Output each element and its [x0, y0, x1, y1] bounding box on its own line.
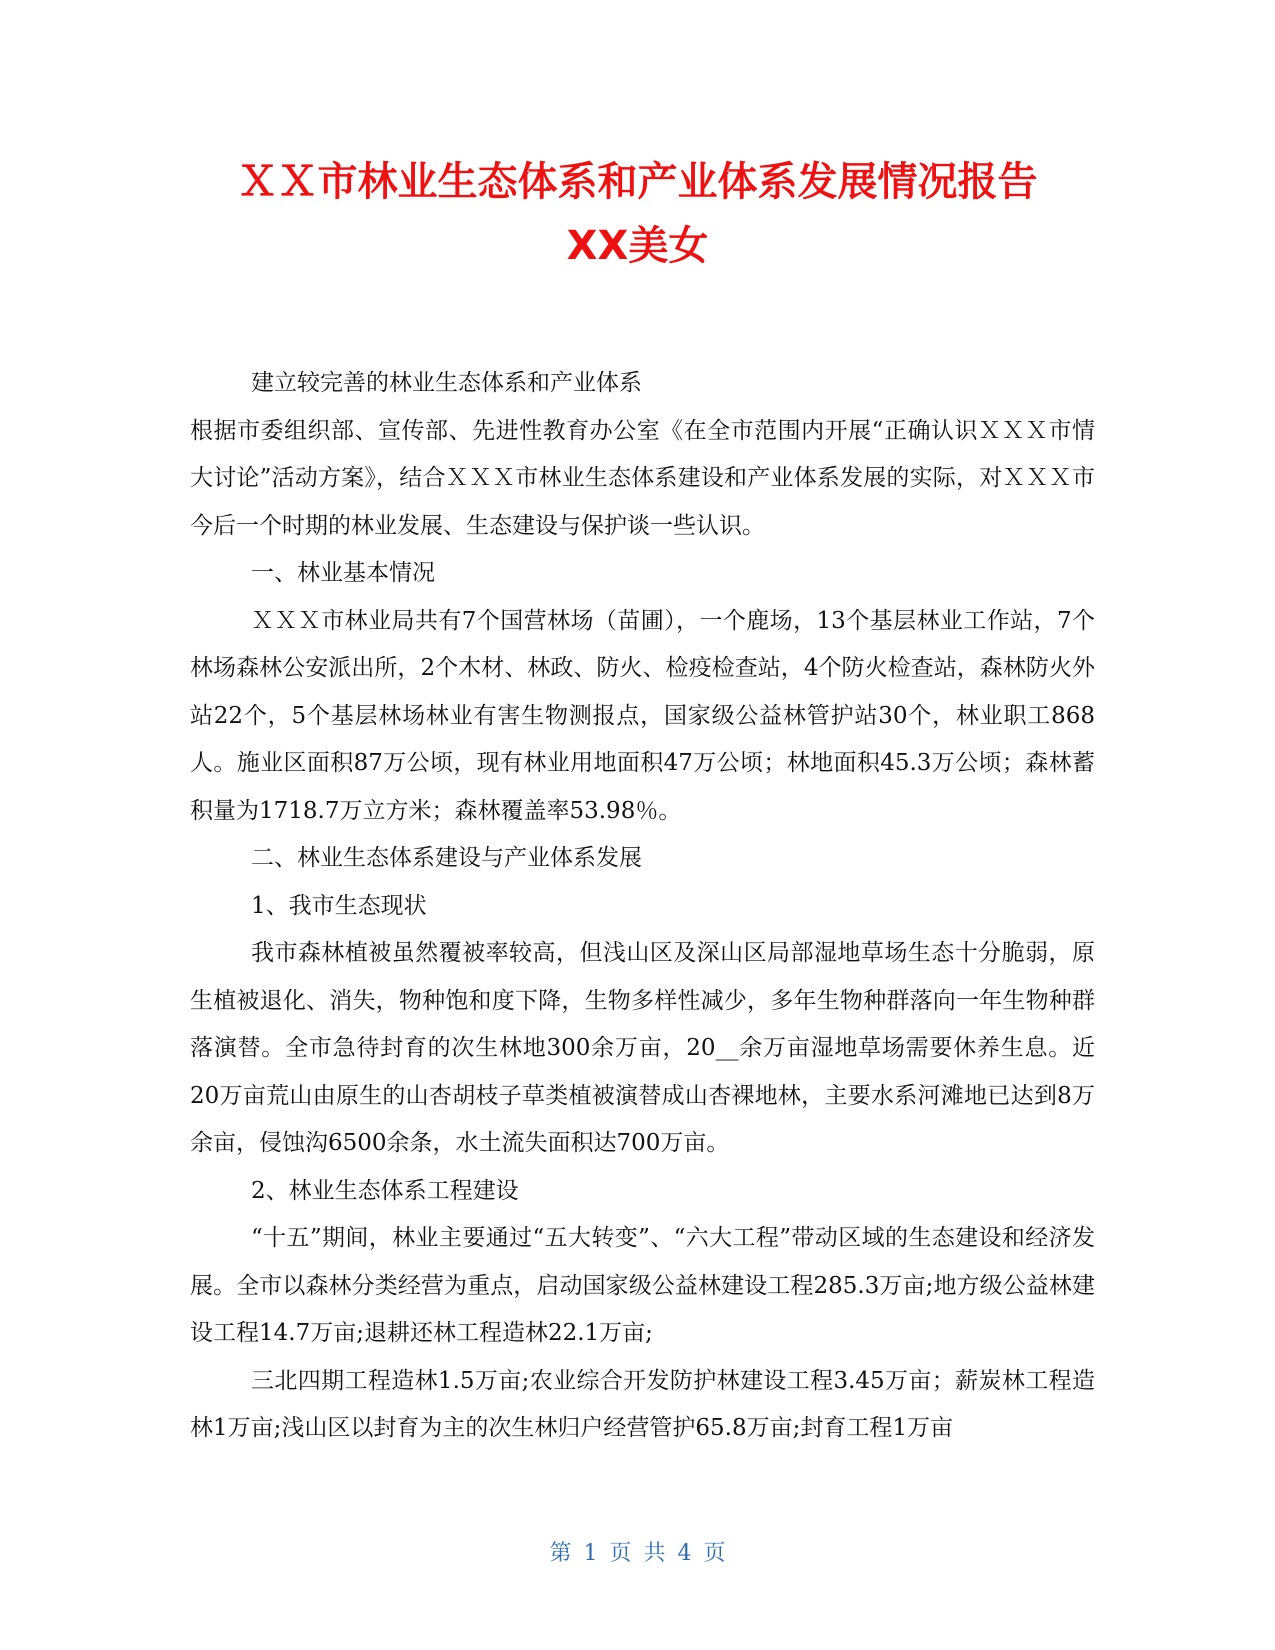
title-line-2: XX美女	[566, 223, 709, 269]
title-line-1: ＸＸ市林业生态体系和产业体系发展情况报告	[237, 159, 1038, 205]
paragraph: 建立较完善的林业生态体系和产业体系	[251, 370, 642, 396]
section-heading: 一、林业基本情况	[251, 560, 435, 586]
paragraph: “十五”期间，林业主要通过“五大转变”、“六大工程”带动区域的生态建设和经济发展。全市以森林分类经营为重点，启动国家级公益林建设工程285.3万亩;地方级公益林建设工程14.7万亩;退耕还林工程造林22.1万亩;	[190, 1225, 1095, 1346]
subsection-heading: 1、我市生态现状	[251, 892, 427, 919]
subsection-heading: 2、林业生态体系工程建设	[251, 1177, 519, 1204]
footer-word: 页	[609, 1541, 632, 1566]
paragraph: ＸＸＸ市林业局共有7个国营林场（苗圃），一个鹿场，13个基层林业工作站，7个林场森林公安派出所，2个木材、林政、防火、检疫检查站，4个防火检查站，森林防火外站22个，5个基层林场林业有害生物测报点，国家级公益林管护站30个，林业职工868人。施业区面积87万公顷，现有林业用地面积47万公顷；林地面积45.3万公顷；森林蓄积量为1718.7万立方米；森林覆盖率53.98％。	[190, 607, 1095, 824]
paragraph: 我市森林植被虽然覆被率较高，但浅山区及深山区局部湿地草场生态十分脆弱，原生植被退化、消失，物种饱和度下降，生物多样性减少，多年生物种群落向一年生物种群落演替。全市急待封育的次生林地300余万亩，20__余万亩湿地草场需要休养生息。近20万亩荒山由原生的山杏胡枝子草类植被演替成山杏裸地林，主要水系河滩地已达到8万余亩，侵蚀沟6500余条，水土流失面积达700万亩。	[190, 940, 1095, 1156]
document-title	[0, 150, 1275, 278]
footer-word: 第	[549, 1541, 572, 1566]
footer-word: 页	[703, 1541, 726, 1566]
page-footer	[0, 1536, 1275, 1567]
paragraph: 根据市委组织部、宣传部、先进性教育办公室《在全市范围内开展“正确认识ＸＸＸ市情大讨论”活动方案》，结合ＸＸＸ市林业生态体系建设和产业体系发展的实际，对ＸＸＸ市今后一个时期的林业发展、生态建设与保护谈一些认识。	[190, 417, 1095, 539]
section-heading: 二、林业生态体系建设与产业体系发展	[251, 845, 642, 871]
paragraph: 三北四期工程造林1.5万亩;农业综合开发防护林建设工程3.45万亩；薪炭林工程造林1万亩;浅山区以封育为主的次生林归户经营管护65.8万亩;封育工程1万亩	[190, 1367, 1095, 1441]
footer-word: 共	[643, 1541, 666, 1566]
document-body	[190, 360, 1095, 1453]
total-pages: 4	[677, 1541, 692, 1566]
page-number: 1	[583, 1541, 598, 1566]
